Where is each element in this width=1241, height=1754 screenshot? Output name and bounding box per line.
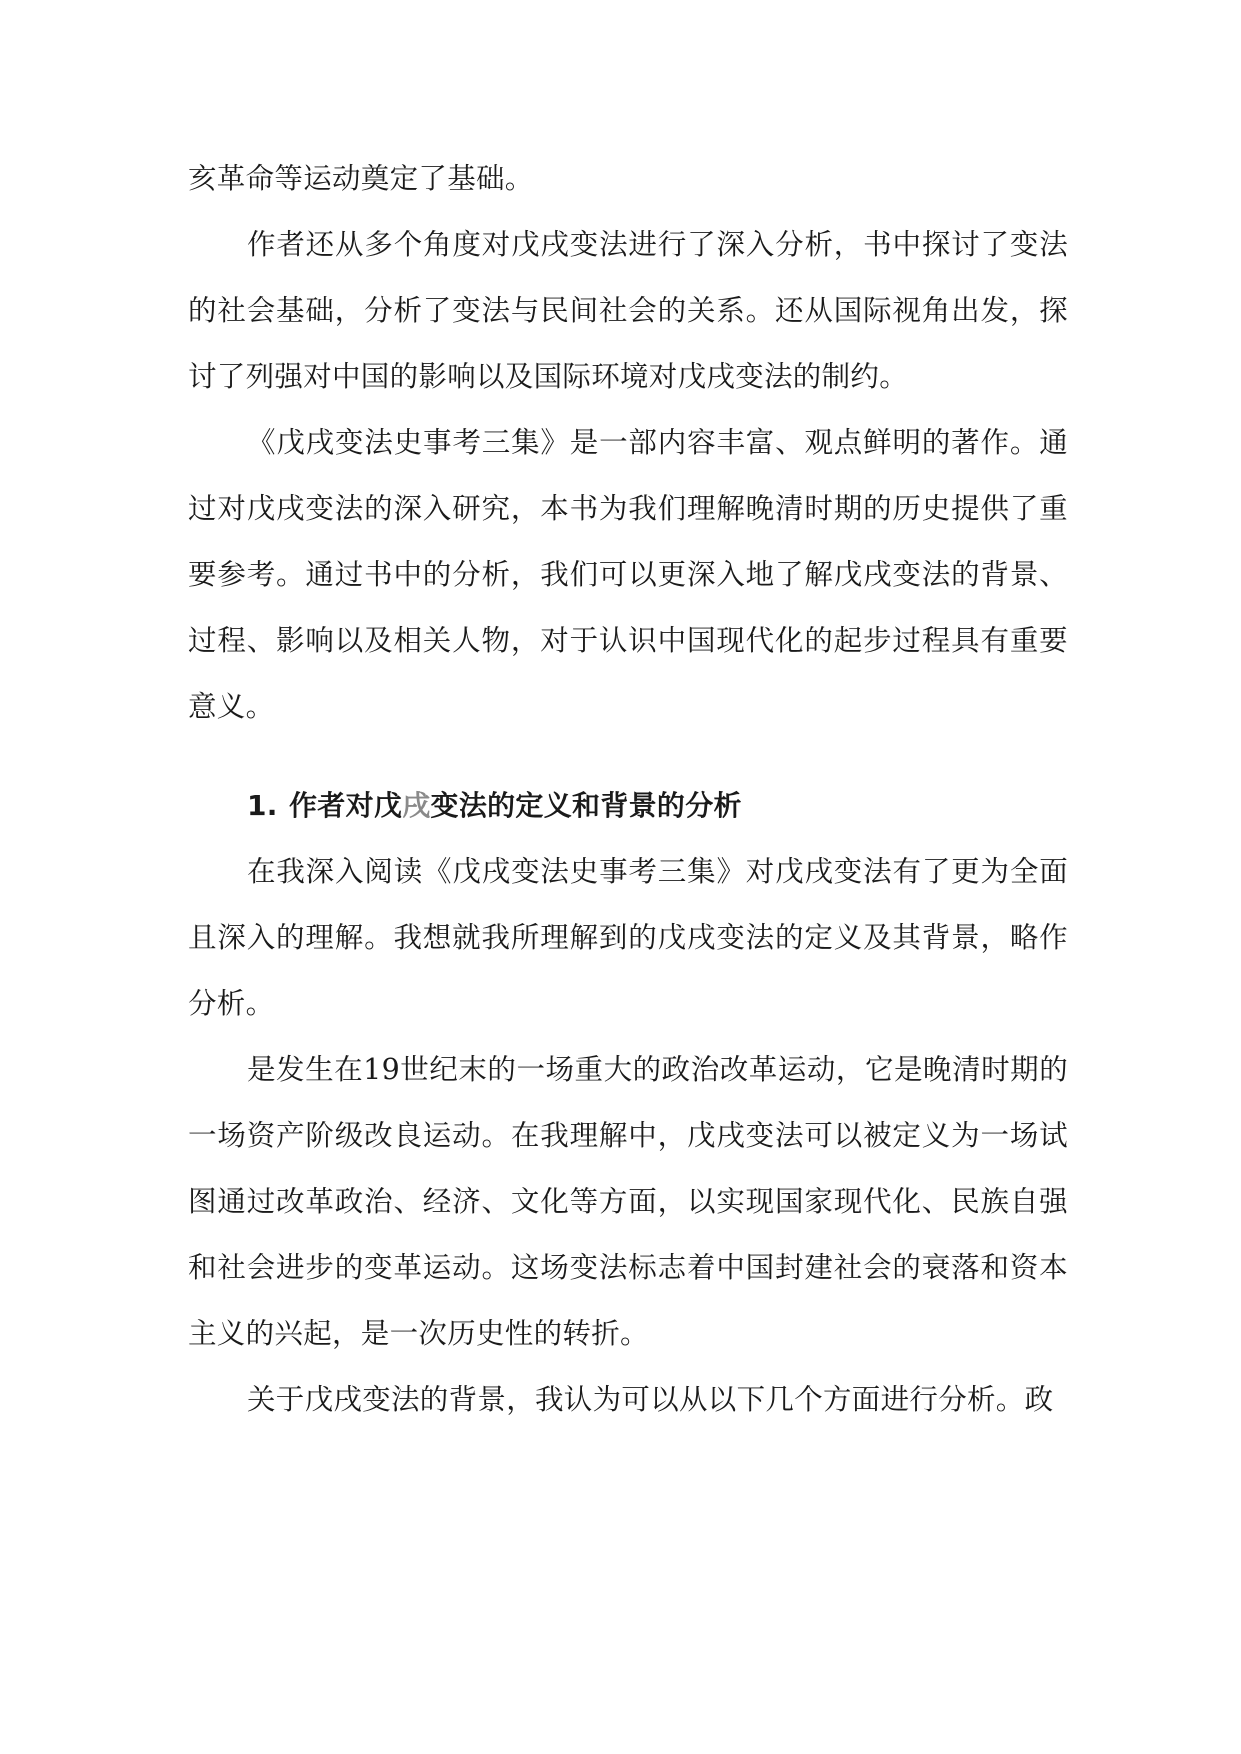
heading-text-end: 变法的定义和背景的分析: [430, 789, 742, 822]
section-heading: [188, 773, 1068, 839]
paragraph-continuation: 亥革命等运动奠定了基础。: [188, 162, 534, 195]
paragraph-definition: 是发生在19世纪末的一场重大的政治改革运动，它是晚清时期的一场资产阶级改良运动。在我理解中，戊戌变法可以被定义为一场试图通过改革政治、经济、文化等方面，以实现国家现代化、民族自强和社会进步的变革运动。这场变法标志着中国封建社会的衰落和资本主义的兴起，是一次历史性的转折。: [188, 1053, 1068, 1350]
paragraph-background: 关于戊戌变法的背景，我认为可以从以下几个方面进行分析。政: [247, 1383, 1054, 1416]
section-number: 1.: [247, 789, 278, 822]
paragraph-summary: 《戊戌变法史事考三集》是一部内容丰富、观点鲜明的著作。通过对戊戌变法的深入研究，本书为我们理解晚清时期的历史提供了重要参考。通过书中的分析，我们可以更深入地了解戊戌变法的背景、过程、影响以及相关人物，对于认识中国现代化的起步过程具有重要意义。: [188, 426, 1068, 723]
heading-marked-char: 戌: [402, 789, 431, 822]
paragraph-reading: 在我深入阅读《戊戌变法史事考三集》对戊戌变法有了更为全面且深入的理解。我想就我所理解到的戊戌变法的定义及其背景，略作分析。: [188, 855, 1068, 1020]
heading-text-start: 作者对戊: [289, 789, 403, 822]
document-body: [188, 146, 1068, 1433]
paragraph-analysis: 作者还从多个角度对戊戌变法进行了深入分析，书中探讨了变法的社会基础，分析了变法与民间社会的关系。还从国际视角出发，探讨了列强对中国的影响以及国际环境对戊戌变法的制约。: [188, 228, 1068, 393]
